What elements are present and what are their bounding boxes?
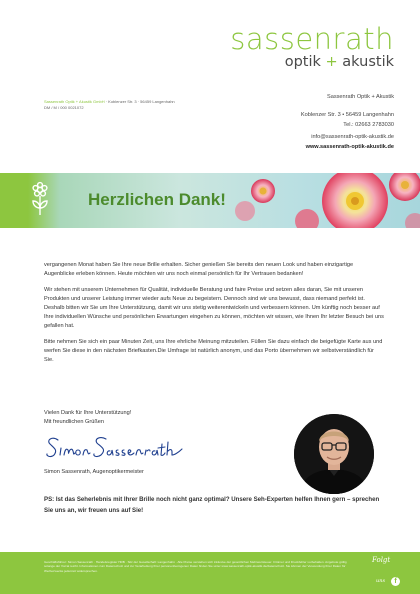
sender-company: Sassenrath Optik + Akustik GmbH [44,99,105,104]
footer-bar [0,552,420,594]
facebook-icon[interactable]: f [391,577,400,586]
flowers-image [235,173,420,228]
company-logo [230,24,394,71]
portrait-image [294,414,374,494]
letter-body [44,261,384,373]
banner-title: Herzlichen Dank! [88,190,226,209]
sender-return-address [44,99,175,104]
body-paragraph-1: vergangenen Monat haben Sie Ihre neue Brille erhalten. Sicher genießen Sie bereits den neuen Look und haben einzigartige Augenblicke erleben können. Heute möchten wir uns noch einmal persönlich für Ihr Vertrauen bedanken! [44,262,354,277]
flower-icon [30,181,50,221]
signer-name: Simon Sassenrath, Augenoptikermeister [44,469,144,475]
closing-line-2: Mit freundlichen Grüßen [44,418,105,425]
handwritten-signature [44,432,184,462]
logo-sub-right: akustik [342,54,394,70]
closing-line-1: Vielen Dank für Ihre Unterstützung! [44,410,132,416]
footer-legal-text: Geschäftsführer: Simon Sassenrath · Handelsregister HRB · Sitz der Gesellschaft: Langenhahn · Alle Preise verstehen sich inklusive der gesetzlichen Mehrwertsteuer. Irrtümer und Druckfehler vorbehalten. Angebote gültig solange der Vorrat reicht. Informationen zum Datenschutz und zur Verarbeitung Ihrer personenbezogenen Daten finden Sie unter www.sassenrath-optik-akustik.de/datenschutz. Sie können der Verwendung Ihrer Daten für Werbezwecke jederzeit widersprechen. [44,560,347,573]
social-label: Folgt [372,556,391,564]
body-paragraph-2: Wir stehen mit unserem Unternehmen für Qualität, individuelle Beratung und faire Preise und setzen alles daran, Sie mit unseren Produkten und unserer Leistung immer wieder aufs Neue zu begeistern. Dennoch sind wir uns bewusst, dass niemand perfekt ist. Deshalb bitten wir Sie um Ihre Unterstützung, damit wir uns stetig weiterentwickeln und verbessern können. Um künftig noch besser auf Ihre individuellen Wünsche und persönlichen Erwartungen eingehen zu können, möchten wir wissen, wie Ihnen Ihr letzter Besuch bei uns gefallen hat. [44,287,384,329]
logo-name: sassenrath [230,22,394,56]
thank-you-banner [0,173,420,228]
body-paragraph-3: Bitte nehmen Sie sich ein paar Minuten Zeit, uns Ihre ehrliche Meinung mitzuteilen. Füllen Sie dazu einfach die beigefügte Karte aus und werfen Sie diese in den nächsten Briefkasten.Die Umfrage ist natürlich anonym, und das Porto übernehmen wir selbstverständlich für Sie. [44,339,383,364]
postscript: PS: Ist das Seherlebnis mit Ihrer Brille noch nicht ganz optimal? Unsere Seh-Experten helfen Ihnen gern – sprechen Sie uns an, wir freuen uns auf Sie! [44,496,380,514]
contact-block [301,94,394,151]
signer-photo [294,414,374,494]
logo-subtitle [230,54,394,71]
contact-website[interactable]: www.sassenrath-optik-akustik.de [305,143,394,150]
sender-address: · Koblenzer Str. 3 · 56459 Langenhahn [104,99,175,104]
logo-plus: + [325,54,338,70]
contact-email[interactable]: info@sassenrath-optik-akustik.de [311,133,394,140]
sender-reference: DM / M / 000 0021072 [44,105,84,110]
social-block[interactable] [372,557,402,591]
logo-sub-left: optik [284,54,321,70]
contact-phone: Tel.: 02663 2783030 [343,122,394,129]
social-label-2: uns [376,578,386,584]
contact-name: Sassenrath Optik + Akustik [326,94,394,100]
contact-street: Koblenzer Str. 3 • 56459 Langenhahn [300,112,394,119]
closing-block [44,409,131,427]
